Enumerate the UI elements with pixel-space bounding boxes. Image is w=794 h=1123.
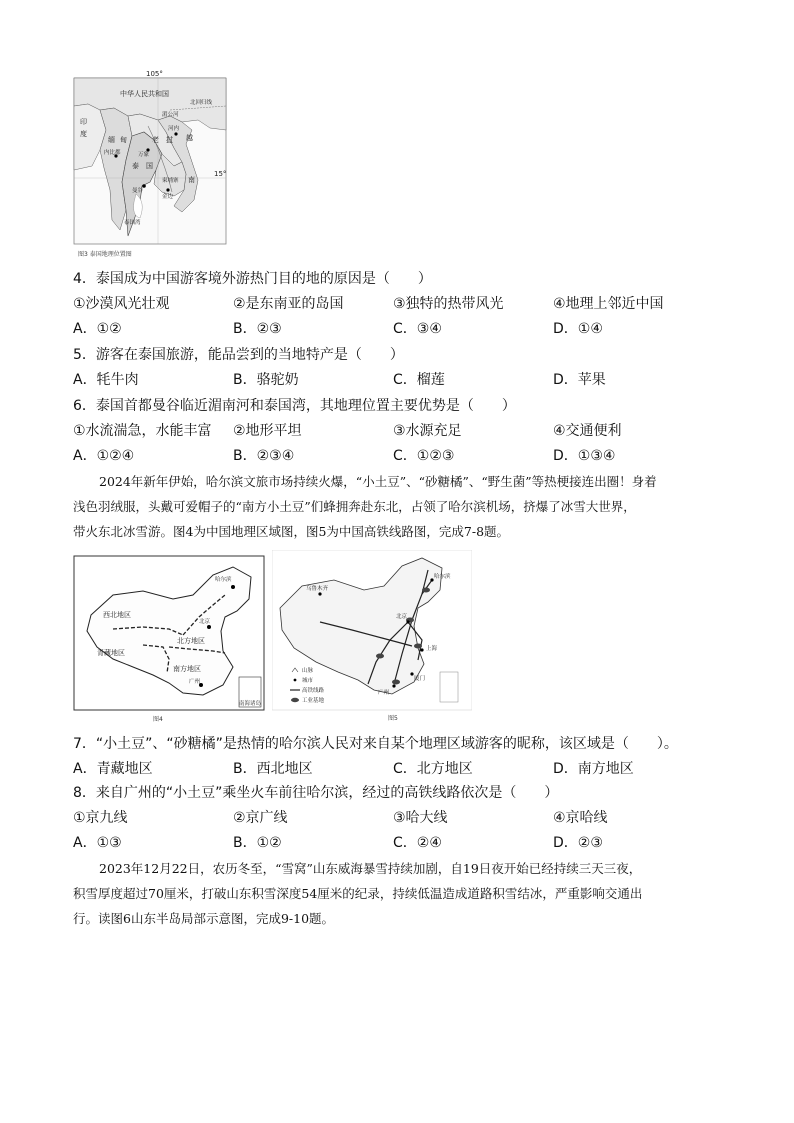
question-5-stem: 5．游客在泰国旅游，能品尝到的当地特产是（ ）	[73, 347, 404, 363]
question-7-stem: 7．“小土豆”、“砂糖橘”是热情的哈尔滨人民对来自某个地理区域游客的昵称，该区域是（ ）。	[73, 736, 678, 752]
passage-harbin	[73, 469, 723, 544]
label-myanmar2: 甸	[120, 136, 127, 144]
q8-item-3: ③哈大线	[393, 810, 448, 826]
q8-item-1: ①京九线	[73, 810, 128, 826]
q6-item-4: ④交通便利	[553, 423, 622, 439]
fig5-label-shanghai: 上海	[426, 646, 438, 652]
fig4-harbin-dot	[231, 585, 235, 589]
q5-option-a[interactable]: A．牦牛肉	[73, 372, 139, 388]
fig5-scs-inset	[440, 672, 458, 702]
label-phnompenh: 金边	[162, 194, 174, 200]
q8-item-2: ②京广线	[233, 810, 288, 826]
q5-option-b[interactable]: B．骆驼奶	[233, 372, 299, 388]
label-mekong: 湄公河	[162, 112, 179, 118]
fig4-label-scs: 南海诸岛	[239, 701, 262, 707]
label-gulf: 泰国湾	[124, 220, 141, 226]
q8-item-4: ④京哈线	[553, 810, 608, 826]
legend-base-label: 工业基地	[302, 698, 325, 704]
figure-3-caption: 图3 泰国地理位置图	[78, 251, 132, 258]
label-thailand1: 泰	[132, 162, 139, 170]
q8-option-c[interactable]: C．②④	[393, 835, 442, 851]
legend-mountain-label: 山脉	[302, 668, 314, 674]
q6-item-3: ③水源充足	[393, 423, 462, 439]
q4-option-a[interactable]: A．①②	[73, 321, 122, 337]
question-8-stem: 8．来自广州的“小土豆”乘坐火车前往哈尔滨，经过的高铁线路依次是（ ）	[73, 785, 559, 801]
label-india2: 度	[80, 130, 87, 138]
fig5-base-3	[392, 680, 400, 685]
q4-item-1: ①沙漠风光壮观	[73, 296, 170, 312]
label-laos2: 挝	[166, 136, 173, 144]
figure-5-caption: 图5	[388, 715, 398, 722]
fig4-label-beijing: 北京	[199, 619, 211, 625]
fig5-base-2	[414, 644, 422, 649]
figure-3-thailand-map	[70, 70, 230, 260]
q6-option-a[interactable]: A．①②④	[73, 448, 135, 464]
figure-5-high-speed-rail	[272, 550, 472, 724]
passage-2-line-2: 积雪厚度超过70厘米，打破山东积雪深度54厘米的纪录，持续低温造成道路积雪结冰，严重影响交通出	[73, 886, 643, 901]
fig5-wulumuqi-dot	[318, 592, 321, 595]
q7-option-b[interactable]: B．西北地区	[233, 761, 313, 777]
hanoi-dot	[174, 132, 177, 135]
label-india: 印	[80, 118, 87, 126]
label-105: 105°	[146, 70, 163, 78]
label-thailand2: 国	[146, 162, 153, 170]
label-cambodia: 柬埔寨	[162, 178, 179, 184]
fig4-label-northwest: 西北地区	[103, 611, 131, 619]
phnompenh-dot	[166, 188, 169, 191]
fig4-label-qingzang: 青藏地区	[97, 649, 125, 657]
fig5-label-wulumuqi: 乌鲁木齐	[306, 586, 329, 592]
legend-city-label: 城市	[302, 678, 314, 684]
q4-item-3: ③独特的热带风光	[393, 296, 504, 312]
fig5-base-5	[422, 588, 430, 593]
q4-item-4: ④地理上邻近中国	[553, 296, 664, 312]
label-naypyidaw: 内比都	[104, 150, 121, 156]
label-15: 15°	[214, 170, 227, 178]
q6-option-d[interactable]: D．①③④	[553, 448, 616, 464]
label-vientiane: 万象	[138, 152, 150, 158]
passage-weihai-snow	[73, 856, 723, 931]
passage-1-line-1: 2024年新年伊始，哈尔滨文旅市场持续火爆，“小土豆”、“砂糖橘”、“野生菌”等热梗接连出圈！身着	[99, 474, 657, 489]
label-vietnam2: 南	[188, 176, 195, 184]
label-bangkok: 曼谷	[132, 188, 144, 194]
passage-1-line-3: 带火东北冰雪游。图4为中国地理区域图，图5为中国高铁线路图，完成7-8题。	[73, 524, 510, 539]
fig4-label-south: 南方地区	[173, 665, 201, 673]
q5-option-d[interactable]: D．苹果	[553, 372, 606, 388]
fig5-base-4	[376, 654, 384, 659]
fig5-label-guangzhou: 广州	[378, 690, 390, 696]
label-laos1: 老	[152, 136, 159, 144]
fig5-beijing-dot	[406, 620, 409, 623]
question-6-stem: 6．泰国首都曼谷临近湄南河和泰国湾，其地理位置主要优势是（ ）	[73, 398, 516, 414]
legend-city-icon	[294, 679, 297, 682]
q4-option-c[interactable]: C．③④	[393, 321, 442, 337]
q8-option-d[interactable]: D．②③	[553, 835, 603, 851]
fig5-guangzhou-dot	[392, 684, 395, 687]
fig5-label-harbin: 哈尔滨	[434, 574, 451, 580]
q5-option-c[interactable]: C．榴莲	[393, 372, 445, 388]
label-hanoi: 河内	[168, 126, 180, 132]
fig4-label-harbin: 哈尔滨	[215, 577, 232, 583]
q7-option-c[interactable]: C．北方地区	[393, 761, 473, 777]
legend-rail-label: 高铁线路	[302, 688, 325, 694]
q7-option-a[interactable]: A．青藏地区	[73, 761, 153, 777]
q6-item-2: ②地形平坦	[233, 423, 302, 439]
q4-option-d[interactable]: D．①④	[553, 321, 603, 337]
figure-4-china-regions	[73, 555, 269, 723]
passage-2-line-1: 2023年12月22日，农历冬至，“雪窝”山东威海暴雪持续加剧，自19日夜开始已经持续三天三夜，	[99, 861, 642, 876]
fig5-label-beijing: 北京	[396, 614, 408, 620]
q4-option-b[interactable]: B．②③	[233, 321, 282, 337]
q6-item-1: ①水流湍急，水能丰富	[73, 423, 212, 439]
label-china: 中华人民共和国	[120, 90, 169, 98]
q7-option-d[interactable]: D．南方地区	[553, 761, 634, 777]
passage-2-line-3: 行。读图6山东半岛局部示意图，完成9-10题。	[73, 911, 335, 926]
fig5-shanghai-dot	[420, 648, 423, 651]
q4-item-2: ②是东南亚的岛国	[233, 296, 344, 312]
legend-base-icon	[291, 698, 299, 702]
label-tropic: 北回归线	[190, 100, 213, 106]
figure-4-caption: 图4	[153, 716, 163, 723]
passage-1-line-2: 浅色羽绒服，头戴可爱帽子的“南方小土豆”们蜂拥奔赴东北，占领了哈尔滨机场，挤爆了冰雪大世界，	[73, 499, 636, 514]
q6-option-b[interactable]: B．②③④	[233, 448, 295, 464]
fig4-label-guangzhou: 广州	[189, 679, 201, 685]
q8-option-a[interactable]: A．①③	[73, 835, 122, 851]
fig5-label-xiamen: 厦门	[414, 676, 426, 682]
question-4-stem: 4．泰国成为中国游客境外游热门目的地的原因是（ ）	[73, 271, 432, 287]
label-vietnam1: 越	[186, 134, 193, 142]
fig4-label-north: 北方地区	[177, 637, 205, 645]
label-myanmar1: 缅	[108, 136, 115, 144]
q6-option-c[interactable]: C．①②③	[393, 448, 455, 464]
fig4-beijing-dot	[207, 625, 211, 629]
q8-option-b[interactable]: B．①②	[233, 835, 282, 851]
